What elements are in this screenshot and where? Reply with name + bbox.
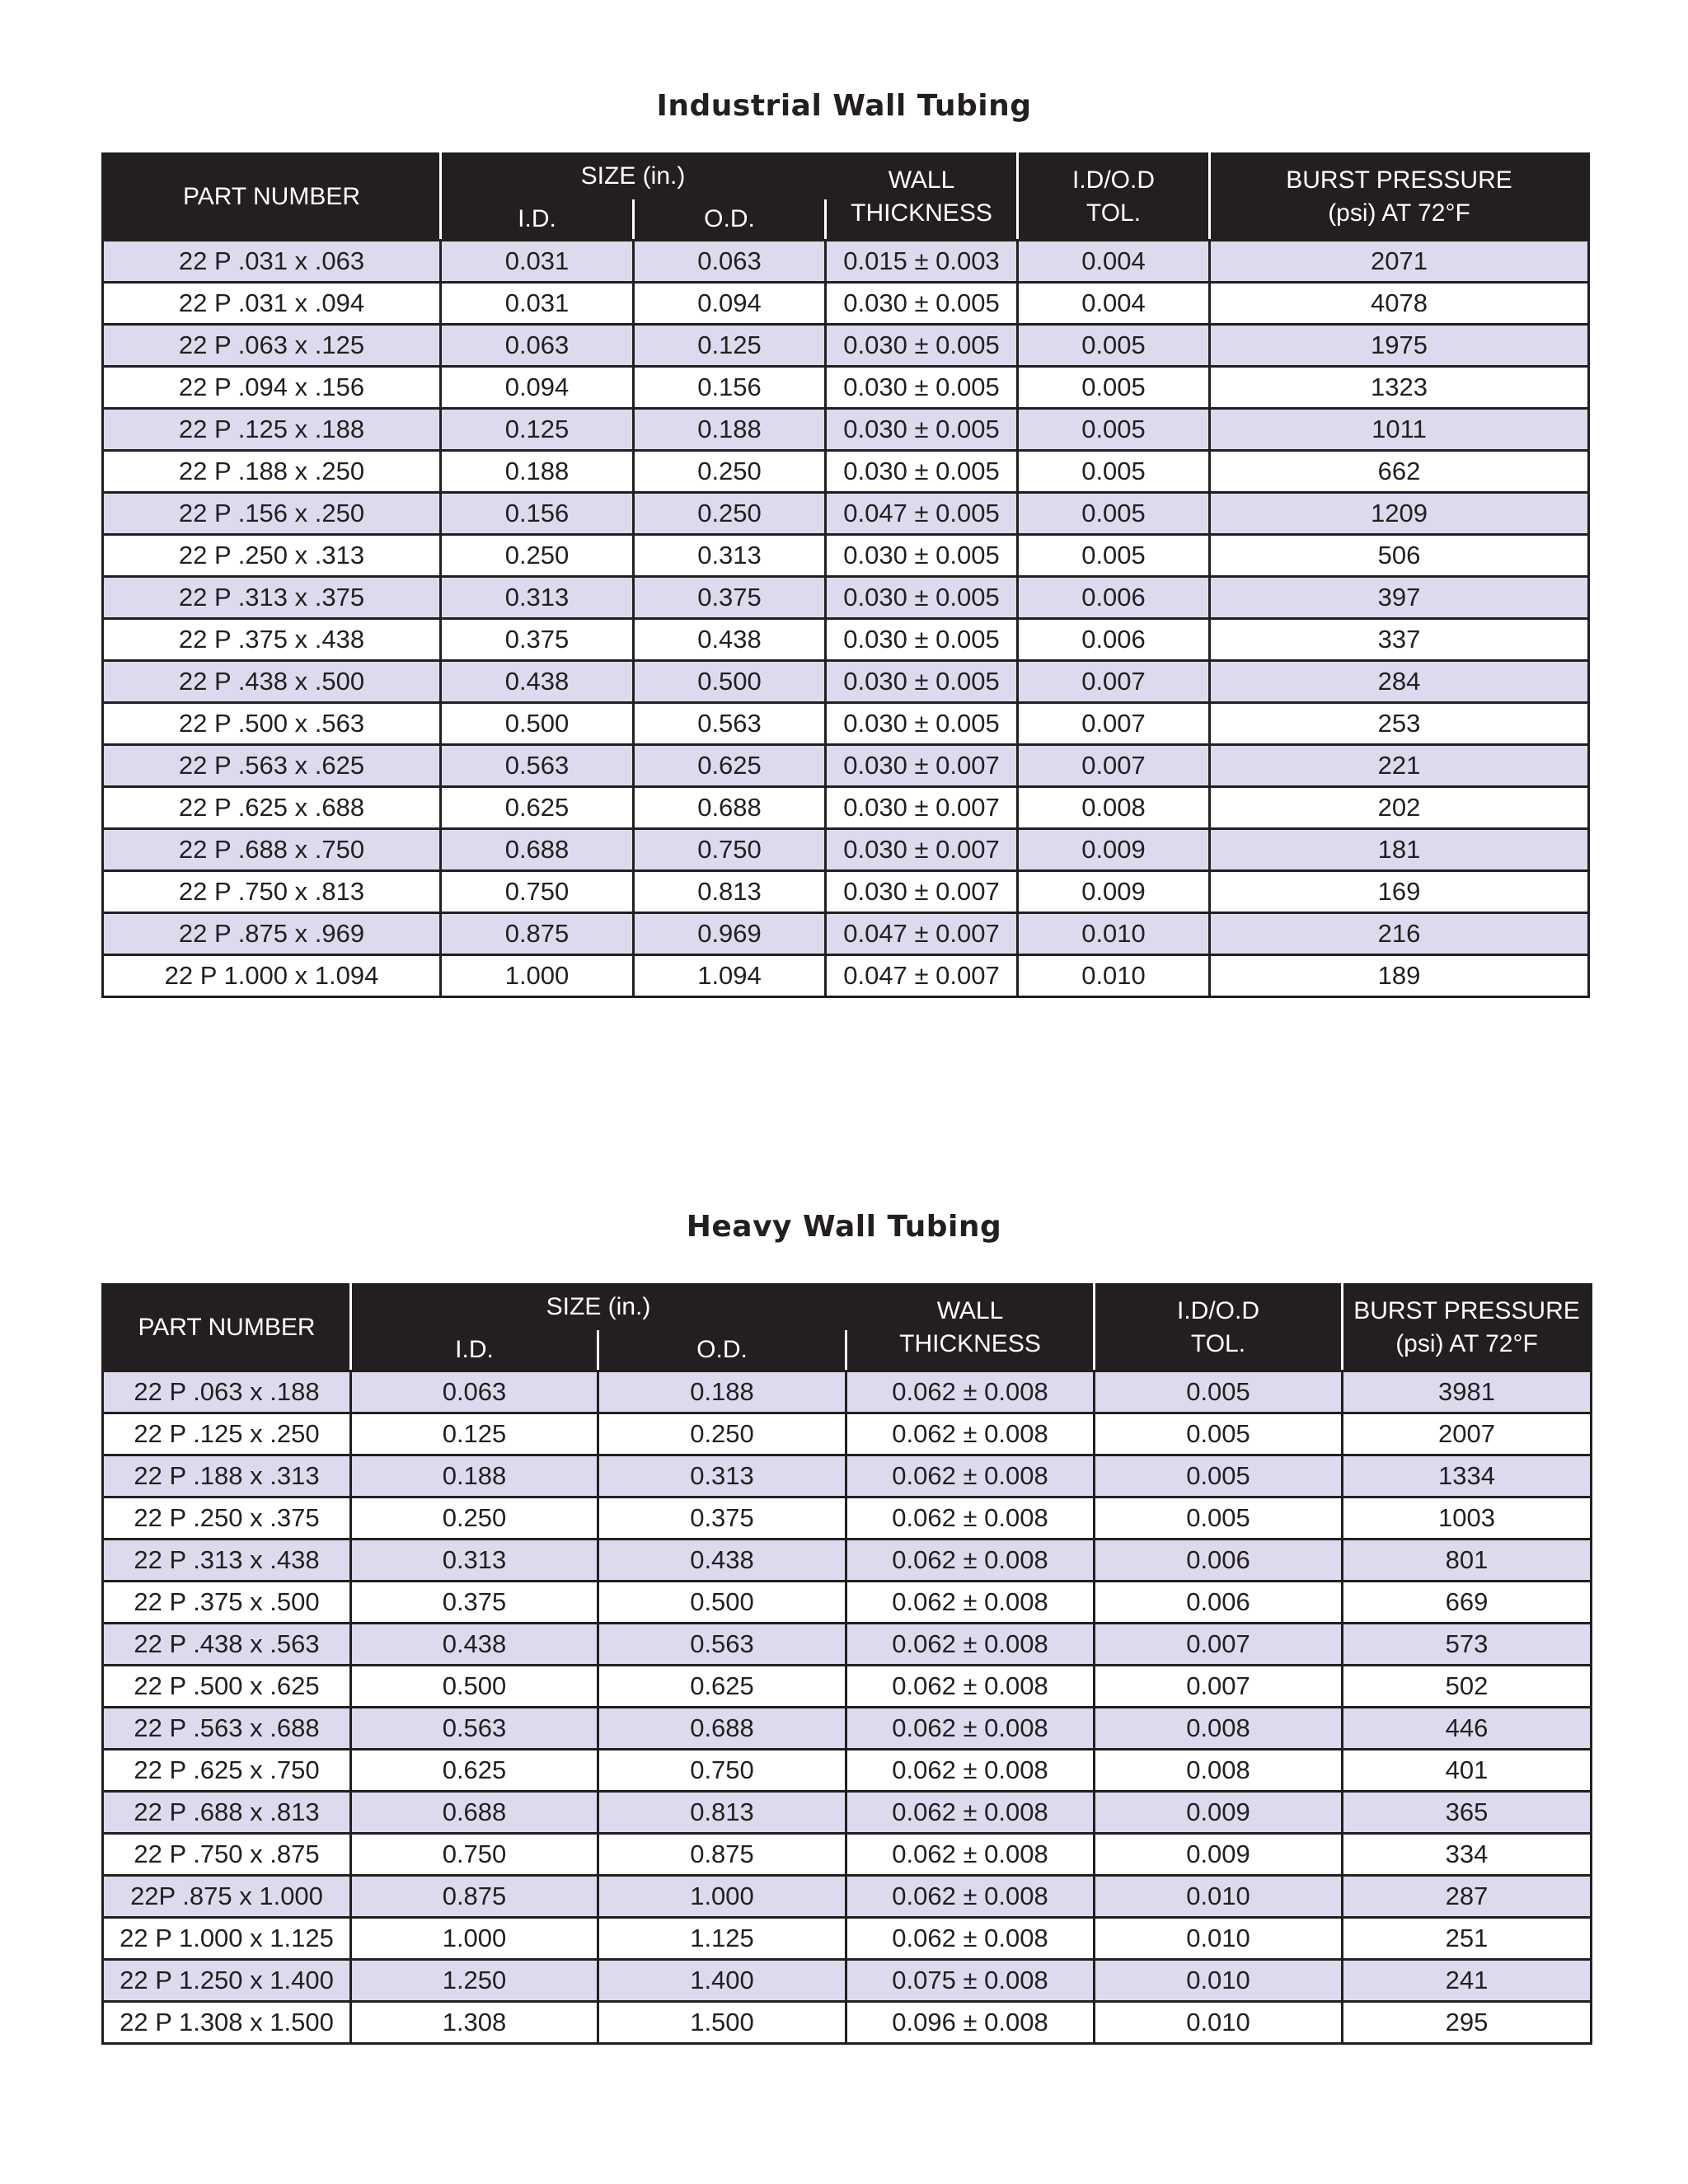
table-row [103, 2002, 1592, 2044]
header-wall-line2: THICKNESS [899, 1330, 1041, 1357]
cell-part-number: 22 P .250 x .375 [103, 1497, 351, 1540]
cell-id: 0.250 [351, 1497, 598, 1540]
cell-wall-thickness: 0.047 ± 0.007 [826, 955, 1018, 997]
table-row [103, 577, 1589, 619]
cell-od: 0.188 [634, 409, 826, 451]
header-wall-line1: WALL [936, 1297, 1004, 1324]
cell-wall-thickness: 0.030 ± 0.005 [826, 325, 1018, 367]
cell-id: 0.625 [351, 1750, 598, 1792]
cell-wall-thickness: 0.062 ± 0.008 [846, 1540, 1095, 1582]
header-wall-line2: THICKNESS [851, 199, 992, 227]
header-burst-line2: (psi) AT 72°F [1395, 1330, 1538, 1357]
header-wall-thickness [826, 154, 1018, 241]
cell-id: 1.000 [351, 1918, 598, 1960]
cell-burst-pressure: 1011 [1210, 409, 1589, 451]
table-row [103, 871, 1589, 913]
cell-od: 0.688 [634, 787, 826, 829]
cell-od: 0.750 [598, 1750, 846, 1792]
cell-id: 0.500 [441, 703, 634, 745]
cell-burst-pressure: 669 [1343, 1582, 1592, 1624]
cell-od: 0.313 [634, 535, 826, 577]
header-od: O.D. [598, 1329, 846, 1371]
header-size: SIZE (in.) [441, 154, 826, 199]
cell-part-number: 22P .875 x 1.000 [103, 1876, 351, 1918]
header-od: O.D. [634, 199, 826, 241]
cell-part-number: 22 P .375 x .438 [103, 619, 441, 661]
table-row [103, 1582, 1592, 1624]
cell-burst-pressure: 401 [1343, 1750, 1592, 1792]
header-size: SIZE (in.) [351, 1285, 846, 1329]
table-row [103, 1666, 1592, 1708]
header-tolerance [1095, 1285, 1343, 1371]
table-title: Heavy Wall Tubing [686, 1210, 1002, 1244]
cell-od: 0.625 [634, 745, 826, 787]
cell-part-number: 22 P .031 x .094 [103, 283, 441, 325]
table-row [103, 409, 1589, 451]
cell-part-number: 22 P .063 x .188 [103, 1371, 351, 1413]
cell-tolerance: 0.008 [1095, 1708, 1343, 1750]
cell-part-number: 22 P .188 x .313 [103, 1455, 351, 1497]
cell-part-number: 22 P 1.308 x 1.500 [103, 2002, 351, 2044]
table-row [103, 1624, 1592, 1666]
cell-id: 0.688 [441, 829, 634, 871]
cell-od: 1.094 [634, 955, 826, 997]
cell-part-number: 22 P .125 x .188 [103, 409, 441, 451]
cell-id: 0.375 [441, 619, 634, 661]
header-id: I.D. [351, 1329, 598, 1371]
table-row [103, 1876, 1592, 1918]
cell-wall-thickness: 0.096 ± 0.008 [846, 2002, 1095, 2044]
cell-burst-pressure: 446 [1343, 1708, 1592, 1750]
cell-burst-pressure: 506 [1210, 535, 1589, 577]
cell-od: 0.875 [598, 1834, 846, 1876]
cell-id: 0.438 [441, 661, 634, 703]
cell-part-number: 22 P .188 x .250 [103, 451, 441, 493]
header-wall-line1: WALL [888, 166, 955, 194]
cell-od: 0.250 [634, 493, 826, 535]
cell-od: 0.688 [598, 1708, 846, 1750]
table-row [103, 829, 1589, 871]
cell-wall-thickness: 0.030 ± 0.005 [826, 661, 1018, 703]
cell-burst-pressure: 337 [1210, 619, 1589, 661]
header-tol-line2: TOL. [1085, 199, 1142, 227]
table-body [103, 1371, 1592, 2044]
cell-od: 0.500 [634, 661, 826, 703]
cell-od: 0.750 [634, 829, 826, 871]
cell-tolerance: 0.007 [1018, 703, 1210, 745]
cell-tolerance: 0.005 [1018, 535, 1210, 577]
cell-id: 0.156 [441, 493, 634, 535]
cell-burst-pressure: 241 [1343, 1960, 1592, 2002]
header-burst-line2: (psi) AT 72°F [1328, 199, 1470, 227]
cell-wall-thickness: 0.030 ± 0.007 [826, 745, 1018, 787]
header-part-number: PART NUMBER [103, 1285, 351, 1371]
cell-tolerance: 0.005 [1095, 1371, 1343, 1413]
table-row [103, 367, 1589, 409]
cell-wall-thickness: 0.062 ± 0.008 [846, 1666, 1095, 1708]
table-row [103, 703, 1589, 745]
table-row [103, 1960, 1592, 2002]
table-row [103, 787, 1589, 829]
cell-wall-thickness: 0.062 ± 0.008 [846, 1834, 1095, 1876]
cell-wall-thickness: 0.015 ± 0.003 [826, 241, 1018, 283]
cell-od: 1.125 [598, 1918, 846, 1960]
cell-tolerance: 0.007 [1095, 1624, 1343, 1666]
cell-part-number: 22 P 1.000 x 1.125 [103, 1918, 351, 1960]
cell-burst-pressure: 2007 [1343, 1413, 1592, 1455]
cell-part-number: 22 P .063 x .125 [103, 325, 441, 367]
cell-burst-pressure: 1334 [1343, 1455, 1592, 1497]
cell-od: 0.250 [634, 451, 826, 493]
cell-tolerance: 0.005 [1018, 409, 1210, 451]
cell-wall-thickness: 0.062 ± 0.008 [846, 1413, 1095, 1455]
cell-burst-pressure: 334 [1343, 1834, 1592, 1876]
cell-part-number: 22 P .563 x .625 [103, 745, 441, 787]
table-body [103, 241, 1589, 997]
header-id: I.D. [441, 199, 634, 241]
cell-burst-pressure: 662 [1210, 451, 1589, 493]
table-row [103, 1413, 1592, 1455]
cell-tolerance: 0.006 [1095, 1540, 1343, 1582]
cell-part-number: 22 P .688 x .813 [103, 1792, 351, 1834]
cell-tolerance: 0.010 [1095, 2002, 1343, 2044]
cell-od: 0.500 [598, 1582, 846, 1624]
cell-wall-thickness: 0.062 ± 0.008 [846, 1624, 1095, 1666]
cell-id: 0.625 [441, 787, 634, 829]
cell-tolerance: 0.004 [1018, 283, 1210, 325]
heavy-wall-tubing-table [101, 1283, 1592, 2045]
cell-id: 0.094 [441, 367, 634, 409]
table-row [103, 451, 1589, 493]
cell-wall-thickness: 0.030 ± 0.005 [826, 703, 1018, 745]
table-row [103, 1834, 1592, 1876]
table-row [103, 1455, 1592, 1497]
table-row [103, 1708, 1592, 1750]
cell-od: 0.250 [598, 1413, 846, 1455]
cell-od: 0.094 [634, 283, 826, 325]
table-row [103, 1371, 1592, 1413]
table-row [103, 955, 1589, 997]
cell-id: 0.063 [441, 325, 634, 367]
cell-burst-pressure: 2071 [1210, 241, 1589, 283]
cell-od: 0.438 [598, 1540, 846, 1582]
cell-od: 0.813 [634, 871, 826, 913]
cell-wall-thickness: 0.062 ± 0.008 [846, 1708, 1095, 1750]
cell-tolerance: 0.010 [1018, 913, 1210, 955]
table-row [103, 241, 1589, 283]
cell-burst-pressure: 221 [1210, 745, 1589, 787]
cell-tolerance: 0.009 [1018, 871, 1210, 913]
cell-wall-thickness: 0.062 ± 0.008 [846, 1792, 1095, 1834]
cell-tolerance: 0.005 [1095, 1497, 1343, 1540]
header-burst-pressure [1343, 1285, 1592, 1371]
cell-part-number: 22 P .688 x .750 [103, 829, 441, 871]
cell-tolerance: 0.005 [1018, 367, 1210, 409]
cell-id: 1.308 [351, 2002, 598, 2044]
cell-id: 0.875 [441, 913, 634, 955]
cell-tolerance: 0.005 [1095, 1413, 1343, 1455]
cell-wall-thickness: 0.030 ± 0.007 [826, 829, 1018, 871]
cell-wall-thickness: 0.062 ± 0.008 [846, 1371, 1095, 1413]
header-tol-line1: I.D/O.D [1071, 166, 1155, 194]
cell-wall-thickness: 0.030 ± 0.007 [826, 871, 1018, 913]
cell-id: 0.313 [351, 1540, 598, 1582]
table-row [103, 619, 1589, 661]
cell-id: 0.375 [351, 1582, 598, 1624]
cell-wall-thickness: 0.062 ± 0.008 [846, 1876, 1095, 1918]
cell-wall-thickness: 0.062 ± 0.008 [846, 1455, 1095, 1497]
cell-tolerance: 0.007 [1018, 661, 1210, 703]
cell-tolerance: 0.005 [1095, 1455, 1343, 1497]
cell-burst-pressure: 1975 [1210, 325, 1589, 367]
cell-burst-pressure: 202 [1210, 787, 1589, 829]
cell-wall-thickness: 0.075 ± 0.008 [846, 1960, 1095, 2002]
cell-tolerance: 0.005 [1018, 451, 1210, 493]
cell-part-number: 22 P 1.250 x 1.400 [103, 1960, 351, 2002]
cell-burst-pressure: 284 [1210, 661, 1589, 703]
cell-id: 0.188 [441, 451, 634, 493]
cell-burst-pressure: 3981 [1343, 1371, 1592, 1413]
cell-id: 0.563 [441, 745, 634, 787]
cell-part-number: 22 P .625 x .688 [103, 787, 441, 829]
cell-od: 1.400 [598, 1960, 846, 2002]
cell-burst-pressure: 1209 [1210, 493, 1589, 535]
cell-burst-pressure: 365 [1343, 1792, 1592, 1834]
cell-wall-thickness: 0.030 ± 0.005 [826, 577, 1018, 619]
cell-burst-pressure: 295 [1343, 2002, 1592, 2044]
cell-od: 0.375 [598, 1497, 846, 1540]
cell-burst-pressure: 397 [1210, 577, 1589, 619]
cell-burst-pressure: 502 [1343, 1666, 1592, 1708]
cell-id: 0.313 [441, 577, 634, 619]
cell-id: 0.125 [441, 409, 634, 451]
cell-burst-pressure: 251 [1343, 1918, 1592, 1960]
cell-wall-thickness: 0.062 ± 0.008 [846, 1497, 1095, 1540]
cell-od: 0.969 [634, 913, 826, 955]
table-row [103, 661, 1589, 703]
cell-part-number: 22 P .250 x .313 [103, 535, 441, 577]
cell-od: 0.625 [598, 1666, 846, 1708]
cell-wall-thickness: 0.030 ± 0.005 [826, 367, 1018, 409]
cell-part-number: 22 P .500 x .625 [103, 1666, 351, 1708]
cell-burst-pressure: 169 [1210, 871, 1589, 913]
cell-burst-pressure: 216 [1210, 913, 1589, 955]
cell-od: 0.125 [634, 325, 826, 367]
table-row [103, 1918, 1592, 1960]
table-row [103, 913, 1589, 955]
cell-tolerance: 0.010 [1018, 955, 1210, 997]
cell-tolerance: 0.010 [1095, 1960, 1343, 2002]
header-wall-thickness [846, 1285, 1095, 1371]
cell-wall-thickness: 0.030 ± 0.005 [826, 619, 1018, 661]
cell-id: 1.000 [441, 955, 634, 997]
cell-tolerance: 0.010 [1095, 1876, 1343, 1918]
cell-burst-pressure: 801 [1343, 1540, 1592, 1582]
cell-part-number: 22 P .438 x .563 [103, 1624, 351, 1666]
cell-burst-pressure: 189 [1210, 955, 1589, 997]
cell-id: 0.750 [441, 871, 634, 913]
cell-od: 0.563 [598, 1624, 846, 1666]
table-title: Industrial Wall Tubing [656, 89, 1032, 123]
cell-part-number: 22 P .313 x .438 [103, 1540, 351, 1582]
cell-part-number: 22 P .313 x .375 [103, 577, 441, 619]
cell-wall-thickness: 0.047 ± 0.007 [826, 913, 1018, 955]
table-row [103, 325, 1589, 367]
cell-id: 0.063 [351, 1371, 598, 1413]
cell-id: 0.875 [351, 1876, 598, 1918]
cell-id: 0.125 [351, 1413, 598, 1455]
cell-tolerance: 0.009 [1095, 1834, 1343, 1876]
cell-part-number: 22 P .094 x .156 [103, 367, 441, 409]
cell-od: 0.375 [634, 577, 826, 619]
table-row [103, 535, 1589, 577]
cell-id: 0.500 [351, 1666, 598, 1708]
cell-od: 1.000 [598, 1876, 846, 1918]
header-burst-pressure [1210, 154, 1589, 241]
cell-tolerance: 0.004 [1018, 241, 1210, 283]
cell-part-number: 22 P .438 x .500 [103, 661, 441, 703]
cell-tolerance: 0.006 [1095, 1582, 1343, 1624]
cell-id: 1.250 [351, 1960, 598, 2002]
cell-id: 0.563 [351, 1708, 598, 1750]
table-row [103, 493, 1589, 535]
cell-burst-pressure: 253 [1210, 703, 1589, 745]
cell-part-number: 22 P .156 x .250 [103, 493, 441, 535]
cell-part-number: 22 P .875 x .969 [103, 913, 441, 955]
header-part-number: PART NUMBER [103, 154, 441, 241]
table-row [103, 1792, 1592, 1834]
cell-burst-pressure: 1323 [1210, 367, 1589, 409]
cell-od: 0.156 [634, 367, 826, 409]
cell-id: 0.438 [351, 1624, 598, 1666]
table-row [103, 1540, 1592, 1582]
cell-part-number: 22 P .750 x .813 [103, 871, 441, 913]
cell-burst-pressure: 1003 [1343, 1497, 1592, 1540]
cell-part-number: 22 P .563 x .688 [103, 1708, 351, 1750]
cell-wall-thickness: 0.062 ± 0.008 [846, 1918, 1095, 1960]
cell-tolerance: 0.007 [1018, 745, 1210, 787]
cell-tolerance: 0.010 [1095, 1918, 1343, 1960]
cell-od: 0.063 [634, 241, 826, 283]
cell-part-number: 22 P .750 x .875 [103, 1834, 351, 1876]
cell-burst-pressure: 287 [1343, 1876, 1592, 1918]
cell-burst-pressure: 181 [1210, 829, 1589, 871]
cell-id: 0.031 [441, 241, 634, 283]
cell-tolerance: 0.009 [1095, 1792, 1343, 1834]
cell-od: 0.438 [634, 619, 826, 661]
header-tolerance [1018, 154, 1210, 241]
cell-part-number: 22 P .375 x .500 [103, 1582, 351, 1624]
cell-wall-thickness: 0.062 ± 0.008 [846, 1582, 1095, 1624]
cell-wall-thickness: 0.062 ± 0.008 [846, 1750, 1095, 1792]
cell-wall-thickness: 0.030 ± 0.005 [826, 535, 1018, 577]
header-burst-line1: BURST PRESSURE [1353, 1297, 1580, 1324]
industrial-wall-tubing-table [101, 152, 1590, 998]
cell-tolerance: 0.006 [1018, 577, 1210, 619]
cell-id: 0.750 [351, 1834, 598, 1876]
cell-tolerance: 0.006 [1018, 619, 1210, 661]
cell-part-number: 22 P .500 x .563 [103, 703, 441, 745]
cell-burst-pressure: 4078 [1210, 283, 1589, 325]
cell-part-number: 22 P .625 x .750 [103, 1750, 351, 1792]
cell-burst-pressure: 573 [1343, 1624, 1592, 1666]
cell-part-number: 22 P .031 x .063 [103, 241, 441, 283]
cell-wall-thickness: 0.030 ± 0.007 [826, 787, 1018, 829]
cell-od: 0.188 [598, 1371, 846, 1413]
cell-wall-thickness: 0.030 ± 0.005 [826, 409, 1018, 451]
cell-id: 0.188 [351, 1455, 598, 1497]
table-row [103, 745, 1589, 787]
cell-tolerance: 0.005 [1018, 325, 1210, 367]
cell-tolerance: 0.007 [1095, 1666, 1343, 1708]
header-tol-line1: I.D/O.D [1176, 1297, 1259, 1324]
cell-tolerance: 0.008 [1095, 1750, 1343, 1792]
cell-part-number: 22 P .125 x .250 [103, 1413, 351, 1455]
cell-od: 0.563 [634, 703, 826, 745]
cell-part-number: 22 P 1.000 x 1.094 [103, 955, 441, 997]
cell-wall-thickness: 0.047 ± 0.005 [826, 493, 1018, 535]
cell-tolerance: 0.005 [1018, 493, 1210, 535]
cell-id: 0.250 [441, 535, 634, 577]
table-row [103, 283, 1589, 325]
table-row [103, 1497, 1592, 1540]
cell-id: 0.031 [441, 283, 634, 325]
header-tol-line2: TOL. [1190, 1330, 1246, 1357]
cell-od: 0.313 [598, 1455, 846, 1497]
header-burst-line1: BURST PRESSURE [1286, 166, 1512, 194]
cell-od: 0.813 [598, 1792, 846, 1834]
cell-od: 1.500 [598, 2002, 846, 2044]
cell-tolerance: 0.008 [1018, 787, 1210, 829]
cell-tolerance: 0.009 [1018, 829, 1210, 871]
cell-id: 0.688 [351, 1792, 598, 1834]
table-row [103, 1750, 1592, 1792]
cell-wall-thickness: 0.030 ± 0.005 [826, 451, 1018, 493]
cell-wall-thickness: 0.030 ± 0.005 [826, 283, 1018, 325]
